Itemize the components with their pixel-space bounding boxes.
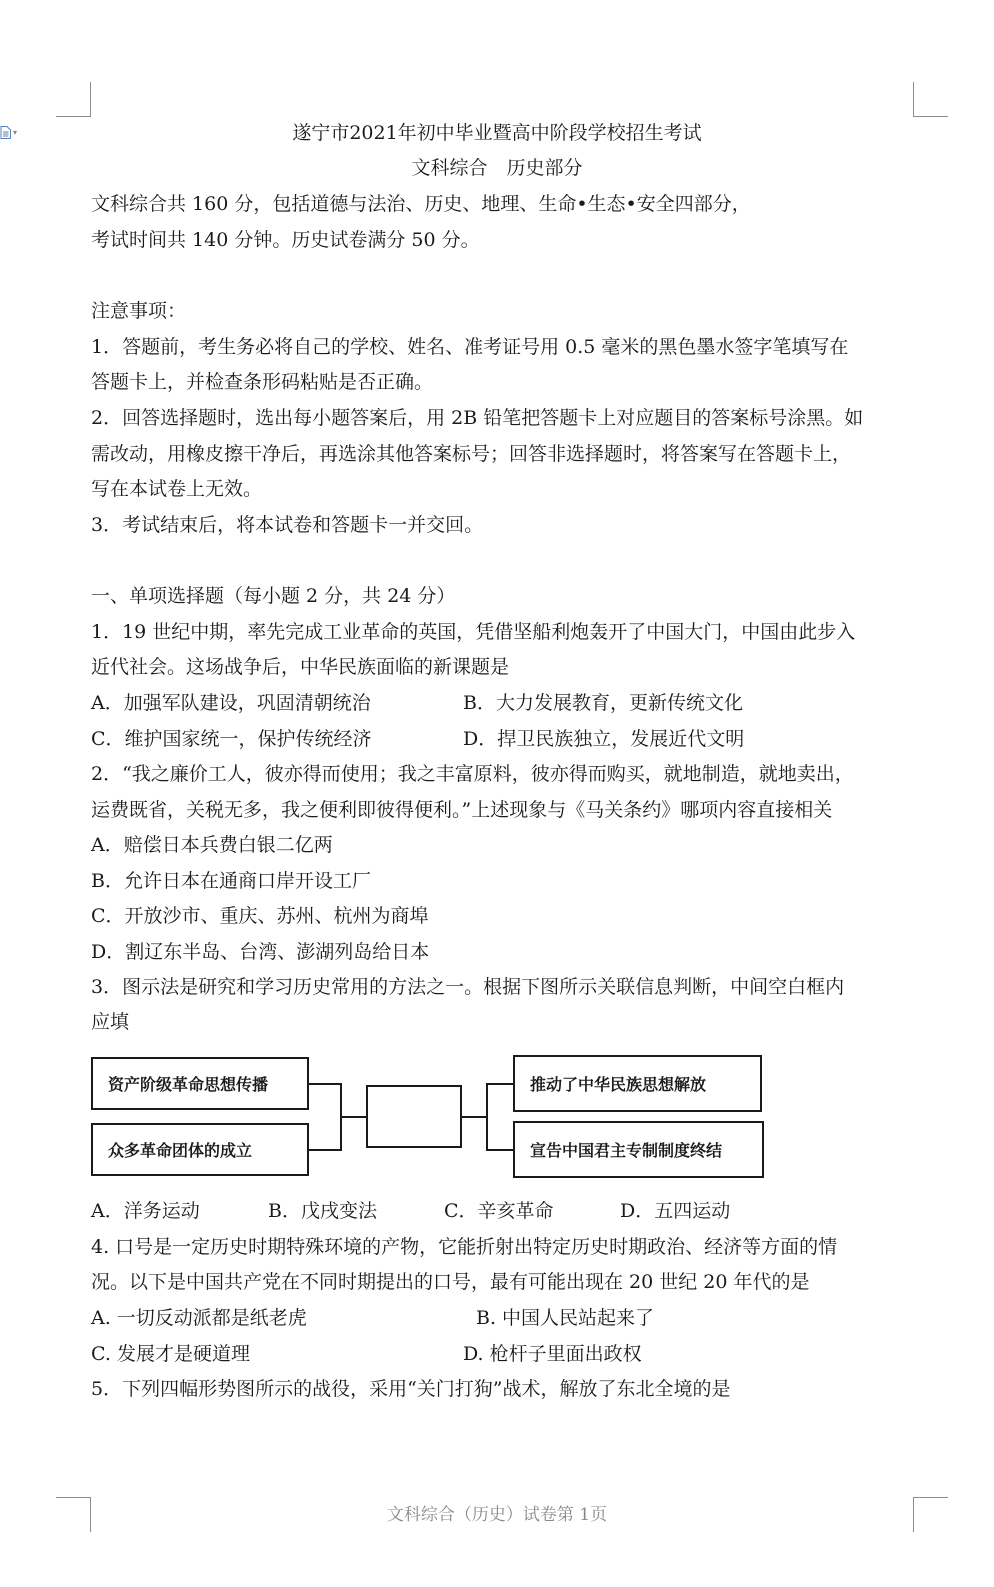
question-2-stem: 2．“我之廉价工人，彼亦得而使用；我之丰富原料，彼亦得而购买，就地制造，就地卖出， — [91, 763, 854, 785]
intro-line: 文科综合共 160 分，包括道德与法治、历史、地理、生命•生态•安全四部分， — [91, 193, 751, 215]
connector-line — [486, 1083, 488, 1151]
notice-line: 3．考试结束后，将本试卷和答题卡一并交回。 — [91, 514, 484, 536]
notice-line: 答题卡上，并检查条形码粘贴是否正确。 — [91, 371, 434, 393]
question-1-option-b: B．大力发展教育，更新传统文化 — [463, 692, 743, 714]
question-1-option-d: D．捍卫民族独立，发展近代文明 — [463, 728, 745, 750]
notice-line: 2．回答选择题时，选出每小题答案后，用 2B 铅笔把答题卡上对应题目的答案标号涂黑。如 — [91, 407, 864, 429]
section-heading: 一、单项选择题（每小题 2 分，共 24 分） — [91, 585, 456, 607]
question-3-option-b: B．戊戌变法 — [268, 1200, 377, 1222]
crop-mark-top-right — [913, 82, 948, 117]
question-2-option-d: D．割辽东半岛、台湾、澎湖列岛给日本 — [91, 941, 430, 963]
connector-line — [309, 1149, 342, 1151]
question-1-option-a: A．加强军队建设，巩固清朝统治 — [91, 692, 371, 714]
diagram-box-right-bottom: 宣告中国君主专制制度终结 — [513, 1121, 764, 1178]
diagram-box-left-bottom: 众多革命团体的成立 — [91, 1123, 309, 1176]
question-4-option-d: D. 枪杆子里面出政权 — [463, 1343, 642, 1365]
question-2-stem: 运费既省，关税无多，我之便利即彼得便利。”上述现象与《马关条约》哪项内容直接相关 — [91, 799, 833, 821]
question-4-option-b: B. 中国人民站起来了 — [476, 1307, 655, 1329]
notice-line: 需改动，用橡皮擦干净后，再选涂其他答案标号；回答非选择题时，将答案写在答题卡上， — [91, 443, 852, 465]
question-1-stem: 近代社会。这场战争后，中华民族面临的新课题是 — [91, 656, 510, 678]
question-4-option-a: A. 一切反动派都是纸老虎 — [91, 1307, 307, 1329]
question-2-option-c: C．开放沙市、重庆、苏州、杭州为商埠 — [91, 905, 429, 927]
diagram-box-right-top: 推动了中华民族思想解放 — [513, 1055, 762, 1112]
question-4-stem: 4. 口号是一定历史时期特殊环境的产物，它能折射出特定历史时期政治、经济等方面的情 — [91, 1236, 838, 1258]
diagram-box-center-blank — [366, 1085, 462, 1148]
connector-line — [462, 1116, 488, 1118]
question-5-stem: 5．下列四幅形势图所示的战役，采用“关门打狗”战术，解放了东北全境的是 — [91, 1378, 731, 1400]
diagram-box-left-top: 资产阶级革命思想传播 — [91, 1057, 309, 1110]
question-1-option-c: C．维护国家统一，保护传统经济 — [91, 728, 372, 750]
page-footer: 文科综合（历史）试卷第 1页 — [386, 1505, 608, 1525]
page-subtitle: 文科综合 历史部分 — [411, 157, 583, 179]
page-title: 遂宁市2021年初中毕业暨高中阶段学校招生考试 — [292, 122, 702, 144]
crop-mark-top-left — [56, 82, 91, 117]
question-2-option-a: A．赔偿日本兵费白银二亿两 — [91, 834, 333, 856]
question-3-option-a: A．洋务运动 — [91, 1200, 200, 1222]
question-4-option-c: C. 发展才是硬道理 — [91, 1343, 250, 1365]
question-3-stem: 应填 — [91, 1011, 130, 1033]
question-3-option-d: D．五四运动 — [620, 1200, 731, 1222]
question-4-stem: 况。以下是中国共产党在不同时期提出的口号，最有可能出现在 20 世纪 20 年代的是 — [91, 1271, 810, 1293]
question-2-option-b: B．允许日本在通商口岸开设工厂 — [91, 870, 371, 892]
notice-line: 1．答题前，考生务必将自己的学校、姓名、准考证号用 0.5 毫米的黑色墨水签字笔填写在 — [91, 336, 849, 358]
question-3-stem: 3．图示法是研究和学习历史常用的方法之一。根据下图所示关联信息判断，中间空白框内 — [91, 976, 845, 998]
notice-line: 写在本试卷上无效。 — [91, 478, 263, 500]
notice-heading: 注意事项： — [91, 300, 187, 322]
connector-line — [486, 1149, 513, 1151]
intro-line: 考试时间共 140 分钟。历史试卷满分 50 分。 — [91, 229, 480, 251]
connector-line — [486, 1083, 513, 1085]
connector-line — [309, 1083, 342, 1085]
question-3-option-c: C．辛亥革命 — [444, 1200, 554, 1222]
question-1-stem: 1．19 世纪中期，率先完成工业革命的英国，凭借坚船利炮轰开了中国大门，中国由此步入 — [91, 621, 856, 643]
chevron-down-icon: ▾ — [13, 127, 18, 137]
connector-line — [340, 1116, 366, 1118]
question-3-diagram — [0, 1050, 994, 1185]
